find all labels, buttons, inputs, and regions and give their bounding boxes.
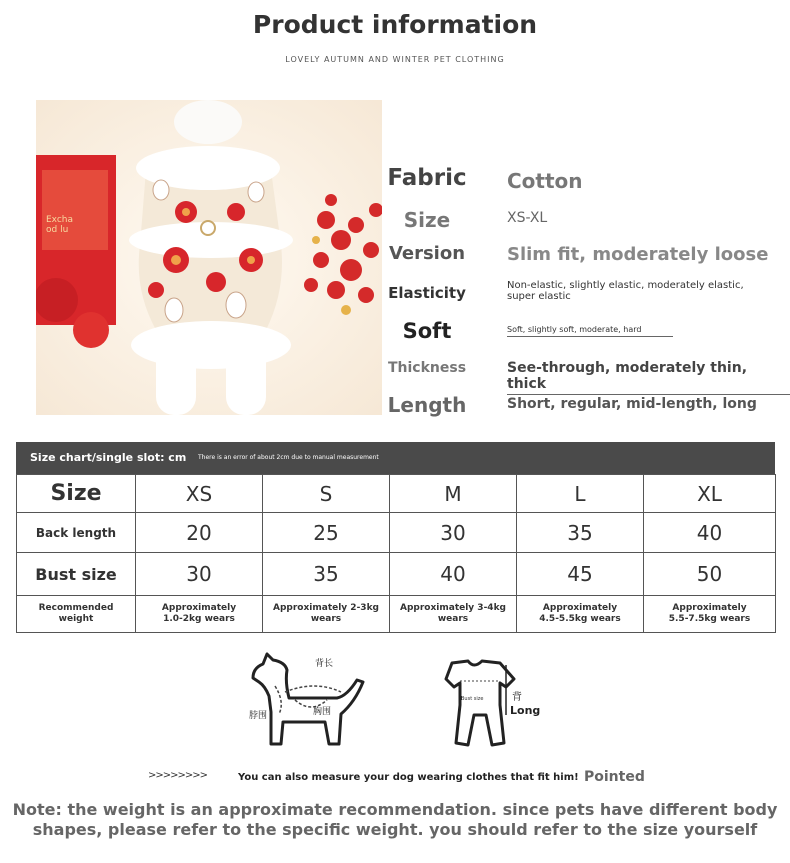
table-cell: 40 — [390, 553, 517, 596]
row-label: Back length — [17, 513, 136, 553]
table-row — [17, 513, 776, 553]
table-cell: 25 — [263, 513, 390, 553]
table-header-cell: Size — [17, 475, 136, 513]
table-cell: 35 — [517, 513, 644, 553]
cell-line2: 1.0-2kg wears — [163, 614, 235, 624]
spec-label-elasticity: Elasticity — [388, 284, 466, 302]
row-label-line1: Recommended — [38, 603, 114, 613]
table-cell: 50 — [644, 553, 776, 596]
table-header-row — [17, 475, 776, 513]
dog-chest-label: 胸围 — [313, 707, 332, 717]
cell-line1: Approximately — [672, 603, 747, 613]
table-cell: 45 — [517, 553, 644, 596]
row-label: Bust size — [17, 553, 136, 596]
table-cell: 20 — [136, 513, 263, 553]
weight-note-line2: shapes, please refer to the specific weight. you should refer to the size yourself — [32, 820, 758, 839]
spec-label-size: Size — [403, 208, 451, 232]
spec-value-soft: Soft, slightly soft, moderate, hard — [507, 325, 673, 337]
table-cell — [390, 596, 517, 633]
table-cell — [136, 596, 263, 633]
dog-back-label: 背长 — [315, 659, 334, 669]
cell-line1: Approximately 2-3kg — [273, 603, 379, 613]
table-row — [17, 596, 776, 633]
arrow-decoration: >>>>>>>> — [148, 770, 208, 781]
spec-value-version: Slim fit, moderately loose — [507, 244, 769, 265]
cell-line1: Approximately — [542, 603, 618, 613]
table-cell — [263, 596, 390, 633]
sign-text-line2: od lu — [46, 225, 69, 235]
row-label-line2: weight — [58, 614, 94, 624]
size-chart-header — [16, 442, 775, 474]
cell-line2: wears — [310, 614, 342, 624]
table-header-cell: XS — [136, 475, 263, 513]
cell-line1: Approximately 3-4kg — [400, 603, 506, 613]
table-cell: 30 — [136, 553, 263, 596]
table-cell: 30 — [390, 513, 517, 553]
dog-neck-label: 脖围 — [249, 711, 268, 721]
table-header-cell: M — [390, 475, 517, 513]
weight-note-line1: Note: the weight is an approximate recommendation. since pets have different body — [12, 800, 778, 819]
table-header-cell: S — [263, 475, 390, 513]
spec-value-thickness: See-through, moderately thin, thick — [507, 360, 790, 395]
size-chart-table — [16, 474, 776, 633]
table-row — [17, 553, 776, 596]
cell-line2: wears — [437, 614, 469, 624]
spec-label-length: Length — [387, 393, 467, 417]
size-chart-note: There is an error of about 2cm due to manual measurement — [198, 454, 379, 461]
page-subtitle: LOVELY AUTUMN AND WINTER PET CLOTHING — [285, 55, 505, 64]
sign-text — [46, 215, 73, 235]
cell-line1: Approximately — [161, 603, 237, 613]
row-label — [17, 596, 136, 633]
dog-measure-diagram — [245, 652, 375, 752]
table-cell — [517, 596, 644, 633]
table-cell — [644, 596, 776, 633]
garment-long-label: Long — [510, 704, 541, 717]
sign-text-line1: Excha — [46, 215, 74, 225]
garment-back-label: 背 — [512, 692, 522, 703]
table-header-cell: L — [517, 475, 644, 513]
dog-silhouette-icon — [245, 652, 375, 752]
table-cell: 35 — [263, 553, 390, 596]
garment-bust-label: Bust size — [461, 696, 484, 702]
cell-line2: 4.5-5.5kg wears — [539, 614, 621, 624]
product-photo — [36, 100, 382, 415]
table-cell: 40 — [644, 513, 776, 553]
spec-value-elasticity-line2: super elastic — [507, 291, 571, 302]
spec-value-length: Short, regular, mid-length, long — [507, 396, 757, 412]
spec-value-elasticity-line1: Non-elastic, slightly elastic, moderately elastic, — [507, 280, 744, 291]
spec-value-fabric: Cotton — [507, 169, 583, 193]
spec-value-elasticity — [507, 280, 744, 302]
garment-outline-icon — [430, 655, 560, 755]
spec-label-fabric: Fabric — [387, 165, 467, 191]
spec-label-version: Version — [388, 243, 466, 264]
spec-value-size: XS-XL — [507, 210, 548, 226]
product-illustration — [36, 100, 382, 415]
page-title: Product information — [252, 10, 538, 39]
spec-label-thickness: Thickness — [387, 360, 467, 376]
table-header-cell: XL — [644, 475, 776, 513]
garment-measure-diagram — [430, 655, 560, 755]
measure-tip: You can also measure your dog wearing clothes that fit him! — [238, 772, 579, 783]
size-chart-title: Size chart/single slot: cm — [30, 451, 187, 464]
spec-label-soft: Soft — [402, 319, 452, 343]
cell-line2: 5.5-7.5kg wears — [668, 614, 751, 624]
weight-note — [0, 800, 790, 840]
pointed-label: Pointed — [584, 769, 645, 785]
